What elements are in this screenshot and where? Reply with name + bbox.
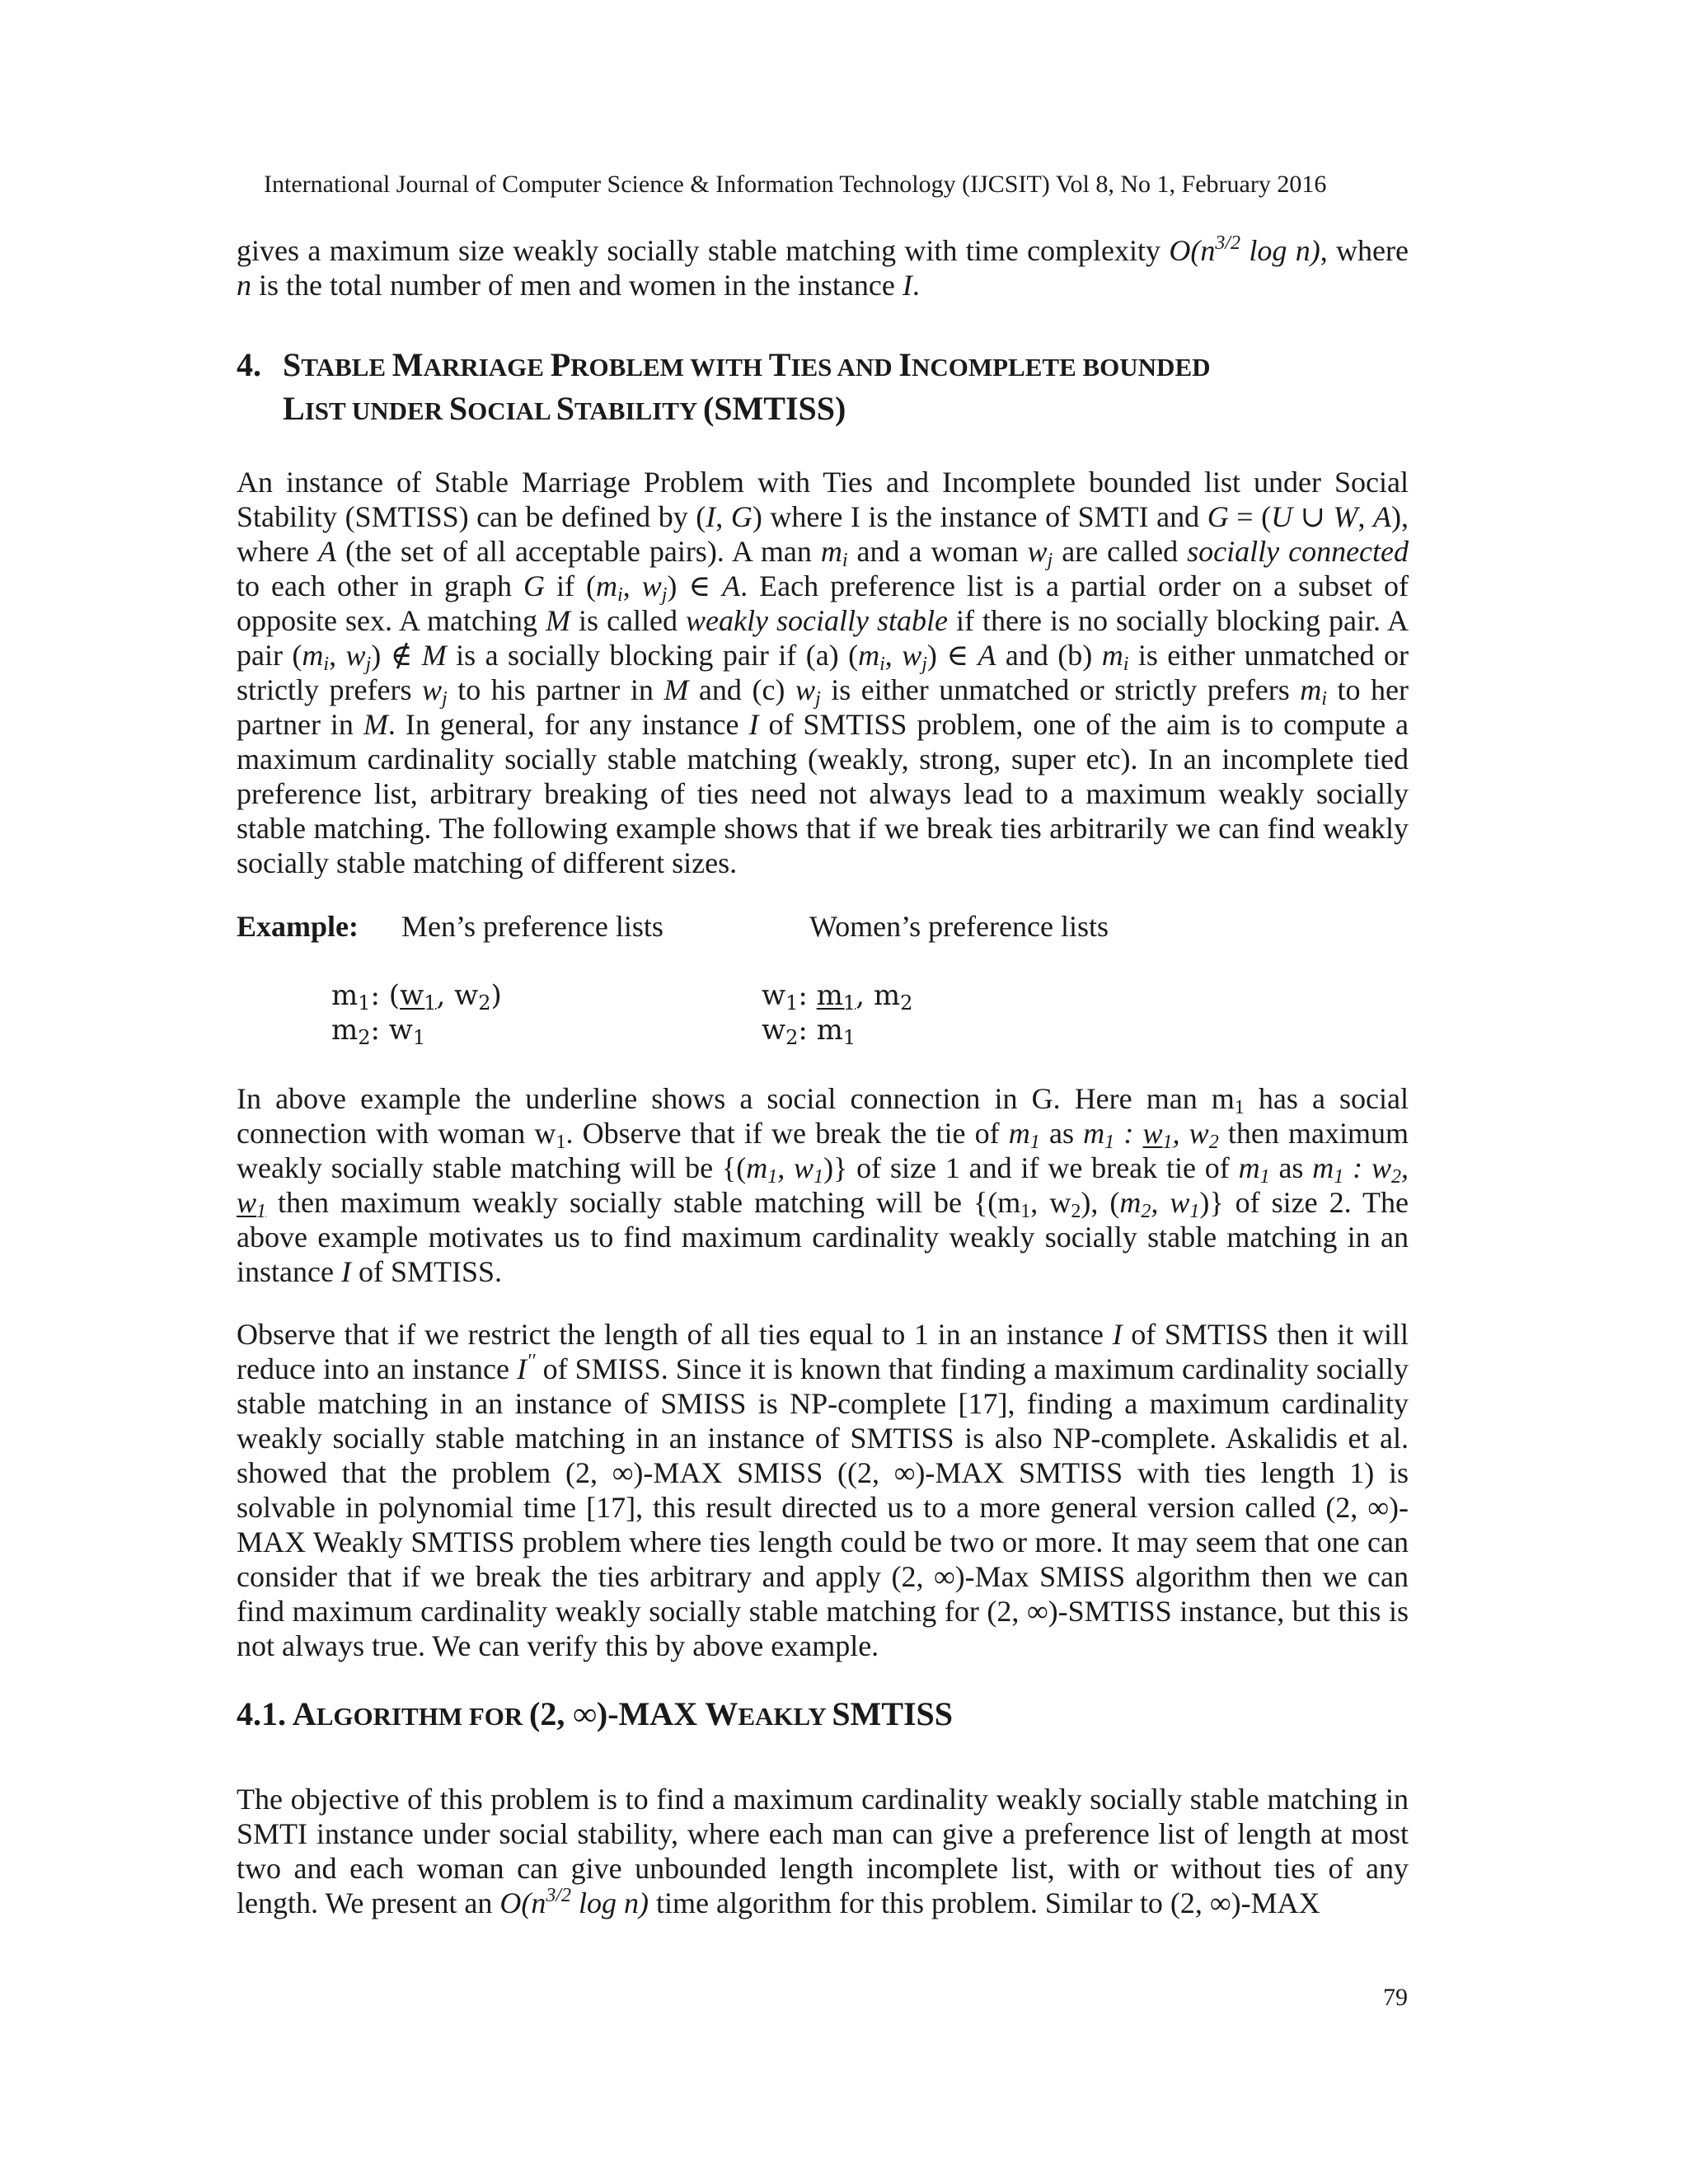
- men-lists-title: Men’s preference lists: [401, 910, 663, 943]
- section-4-heading: 4. STABLE MARRIAGE PROBLEM WITH TIES AND INCOMPLETE BOUNDED LIST UNDER SOCIAL STABILITY (SMTISS): [237, 346, 1211, 427]
- example-label: Example:: [237, 910, 359, 943]
- page-number: 79: [1383, 1984, 1408, 2011]
- section-4-1-heading: 4.1. ALGORITHM FOR (2, ∞)-MAX WEAKLY SMTISS: [237, 1695, 954, 1732]
- man-2-pref-list: $m_2$: $w_1$: [331, 1014, 426, 1049]
- women-lists-title: Women’s preference lists: [809, 910, 1109, 943]
- journal-header: International Journal of Computer Science & Information Technology (IJCSIT) Vol 8, No 1, February 2016: [264, 171, 1327, 198]
- paragraph-np-completeness: Observe that if we restrict the length of all ties equal to 1 in an instance I of SMTISS then it will reduce into an instance I′′ of SMISS. Since it is known that finding a maximum cardinality socially stable matching in an instance of SMISS is NP-complete [17], finding a maximum cardinality weakly socially stable matching in an instance of SMTISS is also NP-complete. Askalidis et al. showed that the problem (2, ∞)-MAX SMISS ((2, ∞)-MAX SMTISS with ties length 1) is solvable in polynomial time [17], this result directed us to a more general version called (2, ∞)-MAX Weakly SMTISS problem where ties length could be two or more. It may seem that one can consider that if we break the ties arbitrary and apply (2, ∞)-Max SMISS algorithm then we can find maximum cardinality weakly socially stable matching for (2, ∞)-SMTISS instance, but this is not always true. We can verify this by above example.: [237, 1318, 1409, 1662]
- paragraph-smtiss-definition: An instance of Stable Marriage Problem with Ties and Incomplete bounded list under Social Stability (SMTISS) can be defined by (I, G) where I is the instance of SMTI and G = (U ∪ W, A), where A (the set of all acceptable pairs). A man $m_i$ and a woman $w_j$ are called socially connected to each other in graph G if ($m_i$, $w_j$) ∈ A. Each preference list is a partial order on a subset of opposite sex. A matching M is called weakly socially stable if there is no socially blocking pair. A pair ($m_i$, $w_j$) ∉ M is a socially blocking pair if (a) ($m_i$, $w_j$) ∈ A and (b) $m_i$ is either unmatched or strictly prefers $w_j$ to his partner in M and (c) $w_j$ is either unmatched or strictly prefers $m_i$ to her partner in M. In general, for any instance I of SMTISS problem, one of the aim is to compute a maximum cardinality socially stable matching (weakly, strong, super etc). In an incomplete tied preference list, arbitrary breaking of ties need not always lead to a maximum weakly socially stable matching. The following example shows that if we break ties arbitrarily we can find weakly socially stable matching of different sizes.: [237, 466, 1409, 879]
- paragraph-algorithm-objective: The objective of this problem is to find a maximum cardinality weakly socially stable matching in SMTI instance under social stability, where each man can give a preference list of length at most two and each woman can give unbounded length incomplete list, with or without ties of any length. We present an $O(n^{3/2}$ log n) time algorithm for this problem. Similar to (2, ∞)-MAX: [237, 1783, 1409, 1919]
- man-1-pref-list: $m_1$: ($w_1$, $w_2$): [331, 979, 502, 1015]
- woman-1-pref-list: $w_1$: $m_1$, $m_2$: [762, 979, 913, 1015]
- woman-2-pref-list: $w_2$: $m_1$: [762, 1014, 856, 1049]
- paragraph-example-explanation: In above example the underline shows a social connection in G. Here man $m_1$ has a social connection with woman $w_1$. Observe that if we break the tie of $m_1$ as $m_1$ : $w_1$, $w_2$ then maximum weakly socially stable matching will be {($m_1$, $w_1$)} of size 1 and if we break tie of $m_1$ as $m_1$ : $w_2$, $w_1$ then maximum weakly socially stable matching will be {($m_1$, $w_2$), ($m_2$, $w_1$)} of size 2. The above example motivates us to find maximum cardinality weakly socially stable matching in an instance I of SMTISS.: [237, 1082, 1409, 1288]
- intro-paragraph: gives a maximum size weakly socially stable matching with time complexity $O(n^{3/2}$ log n), where n is the total number of men and women in the instance I.: [237, 232, 1409, 302]
